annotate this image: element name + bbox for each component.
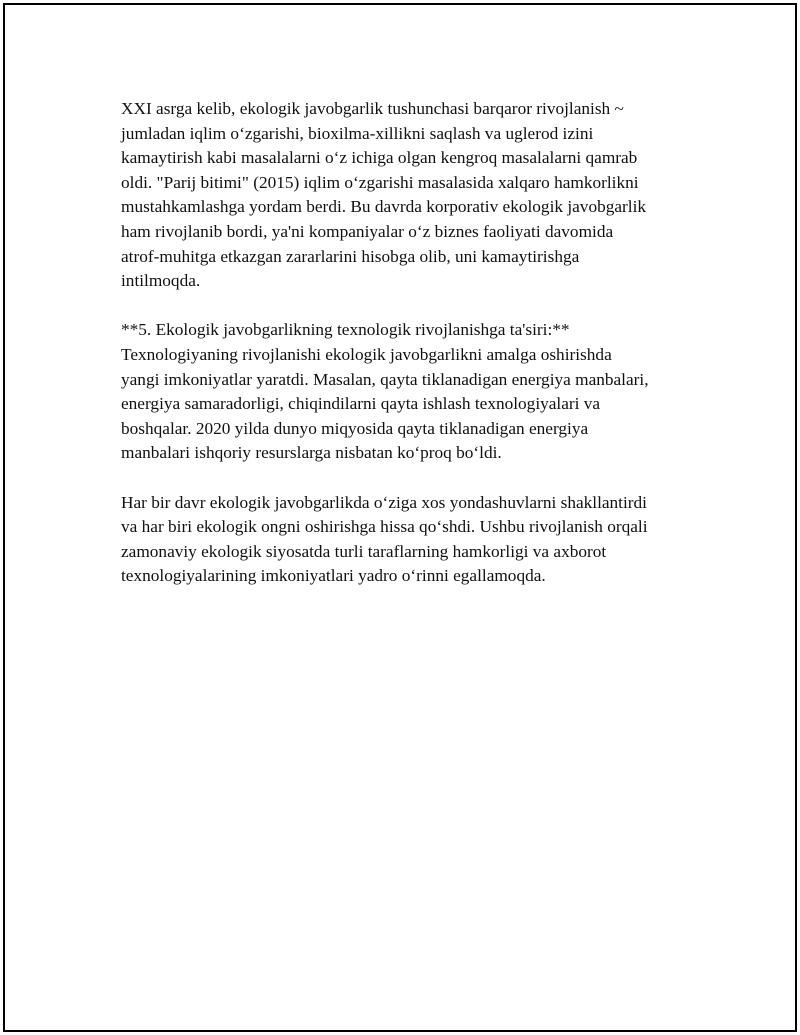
document-body [121, 97, 701, 613]
paragraph-technology-impact: **5. Ekologik javobgarlikning texnologik rivojlanishga ta'siri:** Texnologiyaning rivojlanishi ekologik javobgarlikni amalga oshirishda yangi imkoniyatlar yaratdi. Masalan, qayta tiklanadigan energiya manbalari, energiya samaradorligi, chiqindilarni qayta ishlash texnologiyalari va boshqalar. 2020 yilda dunyo miqyosida qayta tiklanadigan energiya manbalari ishqoriy resurslarga nisbatan ko‘proq bo‘ldi. [121, 320, 649, 463]
document-page [3, 3, 797, 1032]
paragraph-conclusion: Har bir davr ekologik javobgarlikda o‘ziga xos yondashuvlarni shakllantirdi va har biri ekologik ongni oshirishga hissa qo‘shdi. Ushbu rivojlanish orqali zamonaviy ekologik siyosatda turli taraflarning hamkorligi va axborot texnologiyalarining imkoniyatlari yadro o‘rinni egallamoqda. [121, 492, 648, 586]
paragraph-21st-century: XXI asrga kelib, ekologik javobgarlik tushunchasi barqaror rivojlanish ~ jumladan iqlim o‘zgarishi, bioxilma-xillikni saqlash va uglerod izini kamaytirish kabi masalalarni o‘z ichiga olgan kengroq masalalarni qamrab oldi. "Parij bitimi" (2015) iqlim o‘zgarishi masalasida xalqaro hamkorlikni mustahkamlashga yordam berdi. Bu davrda korporativ ekologik javobgarlik ham rivojlanib bordi, ya'ni kompaniyalar o‘z biznes faoliyati davomida atrof-muhitga etkazgan zararlarini hisobga olib, uni kamaytirishga intilmoqda. [121, 99, 647, 291]
